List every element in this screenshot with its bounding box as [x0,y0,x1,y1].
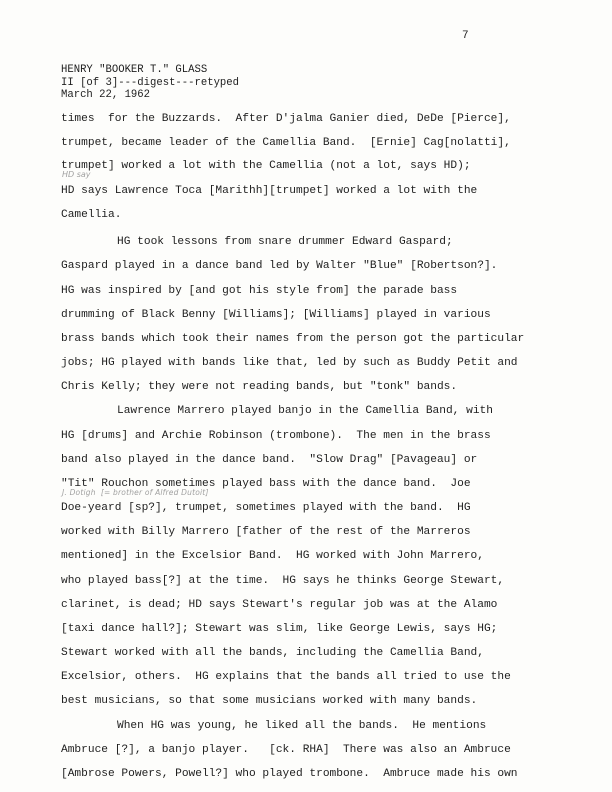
header-part: II [of 3]---digest---retyped [61,76,240,89]
body-line: Camellia. [61,209,122,221]
body-line: [taxi dance hall?]; Stewart was slim, like George Lewis, says HG; [61,623,498,635]
body-line: worked with Billy Marrero [father of the rest of the Marreros [61,526,471,538]
body-line: times for the Buzzards. After D'jalma Ganier died, DeDe [Pierce], [61,113,511,125]
paragraph-start: HG took lessons from snare drummer Edward Gaspard; [117,236,453,248]
body-line: [Ambrose Powers, Powell?] who played trombone. Ambruce made his own [61,768,518,780]
body-line: who played bass[?] at the time. HG says he thinks George Stewart, [61,575,505,587]
body-line: Ambruce [?], a banjo player. [ck. RHA] There was also an Ambruce [61,744,511,756]
handwritten-note: HD say [62,170,91,179]
body-line: HG was inspired by [and got his style from] the parade bass [61,285,458,297]
body-line: Stewart worked with all the bands, including the Camellia Band, [61,647,484,659]
body-line: mentioned] in the Excelsior Band. HG worked with John Marrero, [61,550,484,562]
paragraph-start: When HG was young, he liked all the bands. He mentions [117,720,487,732]
body-line: trumpet, became leader of the Camellia Band. [Ernie] Cag[nolatti], [61,137,511,149]
body-line: "Tit" Rouchon sometimes played bass with the dance band. Joe [61,478,471,490]
body-line: trumpet] worked a lot with the Camellia (not a lot, says HD); [61,160,471,172]
body-line: HG [drums] and Archie Robinson (trombone). The men in the brass [61,430,491,442]
body-line: clarinet, is dead; HD says Stewart's regular job was at the Alamo [61,599,498,611]
header-name: HENRY "BOOKER T." GLASS [61,64,208,76]
body-line: jobs; HG played with bands like that, led by such as Buddy Petit and [61,357,518,369]
body-line: drumming of Black Benny [Williams]; [Williams] played in various [61,309,491,321]
body-line: brass bands which took their names from the person got the particular [61,333,525,345]
body-line: Chris Kelly; they were not reading bands, but "tonk" bands. [61,381,458,393]
body-line: Doe-yeard [sp?], trumpet, sometimes played with the band. HG [61,502,471,514]
handwritten-note: J. Dotigh [= brother of Alfred Dutoit] [62,488,209,497]
document-header [61,64,239,102]
header-date: March 22, 1962 [61,89,151,101]
body-line: best musicians, so that some musicians worked with many bands. [61,695,478,707]
body-line: Gaspard played in a dance band led by Walter "Blue" [Robertson?]. [61,260,498,272]
body-line: Excelsior, others. HG explains that the bands all tried to use the [61,671,511,683]
body-line: band also played in the dance band. "Slow Drag" [Pavageau] or [61,454,478,466]
paragraph-start: Lawrence Marrero played banjo in the Camellia Band, with [117,405,493,417]
page-number: 7 [462,30,469,42]
body-line: HD says Lawrence Toca [Marithh][trumpet] worked a lot with the [61,185,478,197]
